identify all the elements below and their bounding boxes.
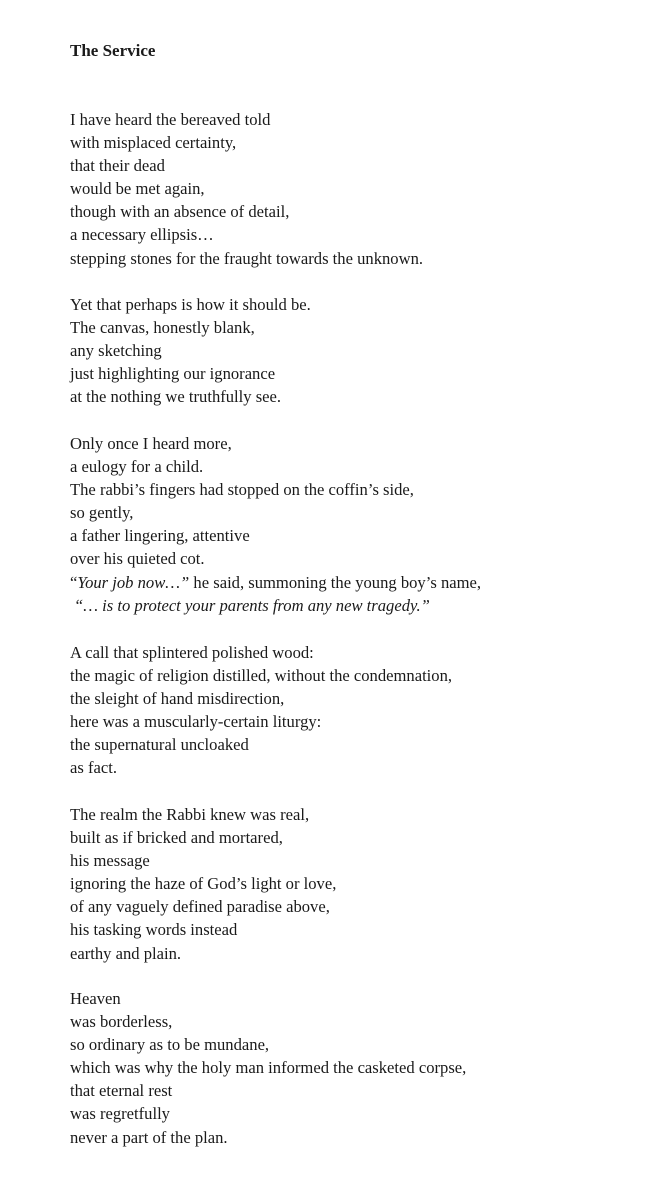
poem-line: so ordinary as to be mundane, <box>70 1035 270 1055</box>
poem-line: never a part of the plan. <box>70 1127 228 1147</box>
poem-line: was borderless, <box>70 1012 173 1032</box>
poem-line: a eulogy for a child. <box>70 457 204 477</box>
quote-italic-text: Your job now…” <box>77 572 190 592</box>
poem-line: I have heard the bereaved told <box>70 110 271 129</box>
poem-line: stepping stones for the fraught towards the unknown. <box>70 248 424 268</box>
poem-line: Heaven <box>70 989 121 1008</box>
quote-line <box>70 571 481 594</box>
poem-line: his tasking words instead <box>70 920 238 940</box>
stanza-3 <box>70 432 481 617</box>
poem-line: over his quieted cot. <box>70 549 205 569</box>
poem-line: any sketching <box>70 341 162 361</box>
poem-line: Only once I heard more, <box>70 434 232 453</box>
poem-line: so gently, <box>70 503 134 523</box>
poem-line: built as if bricked and mortared, <box>70 828 283 848</box>
poem-line: a father lingering, attentive <box>70 526 250 546</box>
poem-line: with misplaced certainty, <box>70 133 237 153</box>
poem-line: though with an absence of detail, <box>70 202 290 222</box>
poem-line: The realm the Rabbi knew was real, <box>70 805 310 824</box>
quote-open-mark: “ <box>70 572 78 592</box>
stanza-4 <box>70 641 452 780</box>
poem-line: that eternal rest <box>70 1081 173 1101</box>
stanza-2 <box>70 293 311 408</box>
poem-line: at the nothing we truthfully see. <box>70 387 282 407</box>
stanza-5 <box>70 803 336 965</box>
poem-line: earthy and plain. <box>70 943 182 963</box>
poem-line: of any vaguely defined paradise above, <box>70 897 330 917</box>
poem-line: Yet that perhaps is how it should be. <box>70 295 311 314</box>
poem-line: was regretfully <box>70 1104 170 1124</box>
poem-line: the magic of religion distilled, without the condemnation, <box>70 666 453 686</box>
poem-line: A call that splintered polished wood: <box>70 643 314 662</box>
poem-title: The Service <box>70 41 156 60</box>
poem-line: would be met again, <box>70 179 205 199</box>
poem-line: The rabbi’s fingers had stopped on the coffin’s side, <box>70 480 414 500</box>
poem-line: the sleight of hand misdirection, <box>70 689 285 709</box>
poem-line: that their dead <box>70 156 165 176</box>
poem-line: which was why the holy man informed the casketed corpse, <box>70 1058 467 1078</box>
poem-line: here was a muscularly-certain liturgy: <box>70 712 322 732</box>
poem-line: ignoring the haze of God’s light or love, <box>70 874 337 894</box>
poem-line: a necessary ellipsis… <box>70 225 214 245</box>
poem-line: as fact. <box>70 758 117 778</box>
poem-line: his message <box>70 851 150 871</box>
poem-line: The canvas, honestly blank, <box>70 318 255 338</box>
poem-line: just highlighting our ignorance <box>70 364 276 384</box>
quote-rest-text: he said, summoning the young boy’s name, <box>189 572 482 592</box>
poem-line: the supernatural uncloaked <box>70 735 249 755</box>
stanza-1 <box>70 108 423 270</box>
quote-line-italic: “… is to protect your parents from any new tragedy.” <box>74 595 430 615</box>
stanza-6 <box>70 987 466 1149</box>
